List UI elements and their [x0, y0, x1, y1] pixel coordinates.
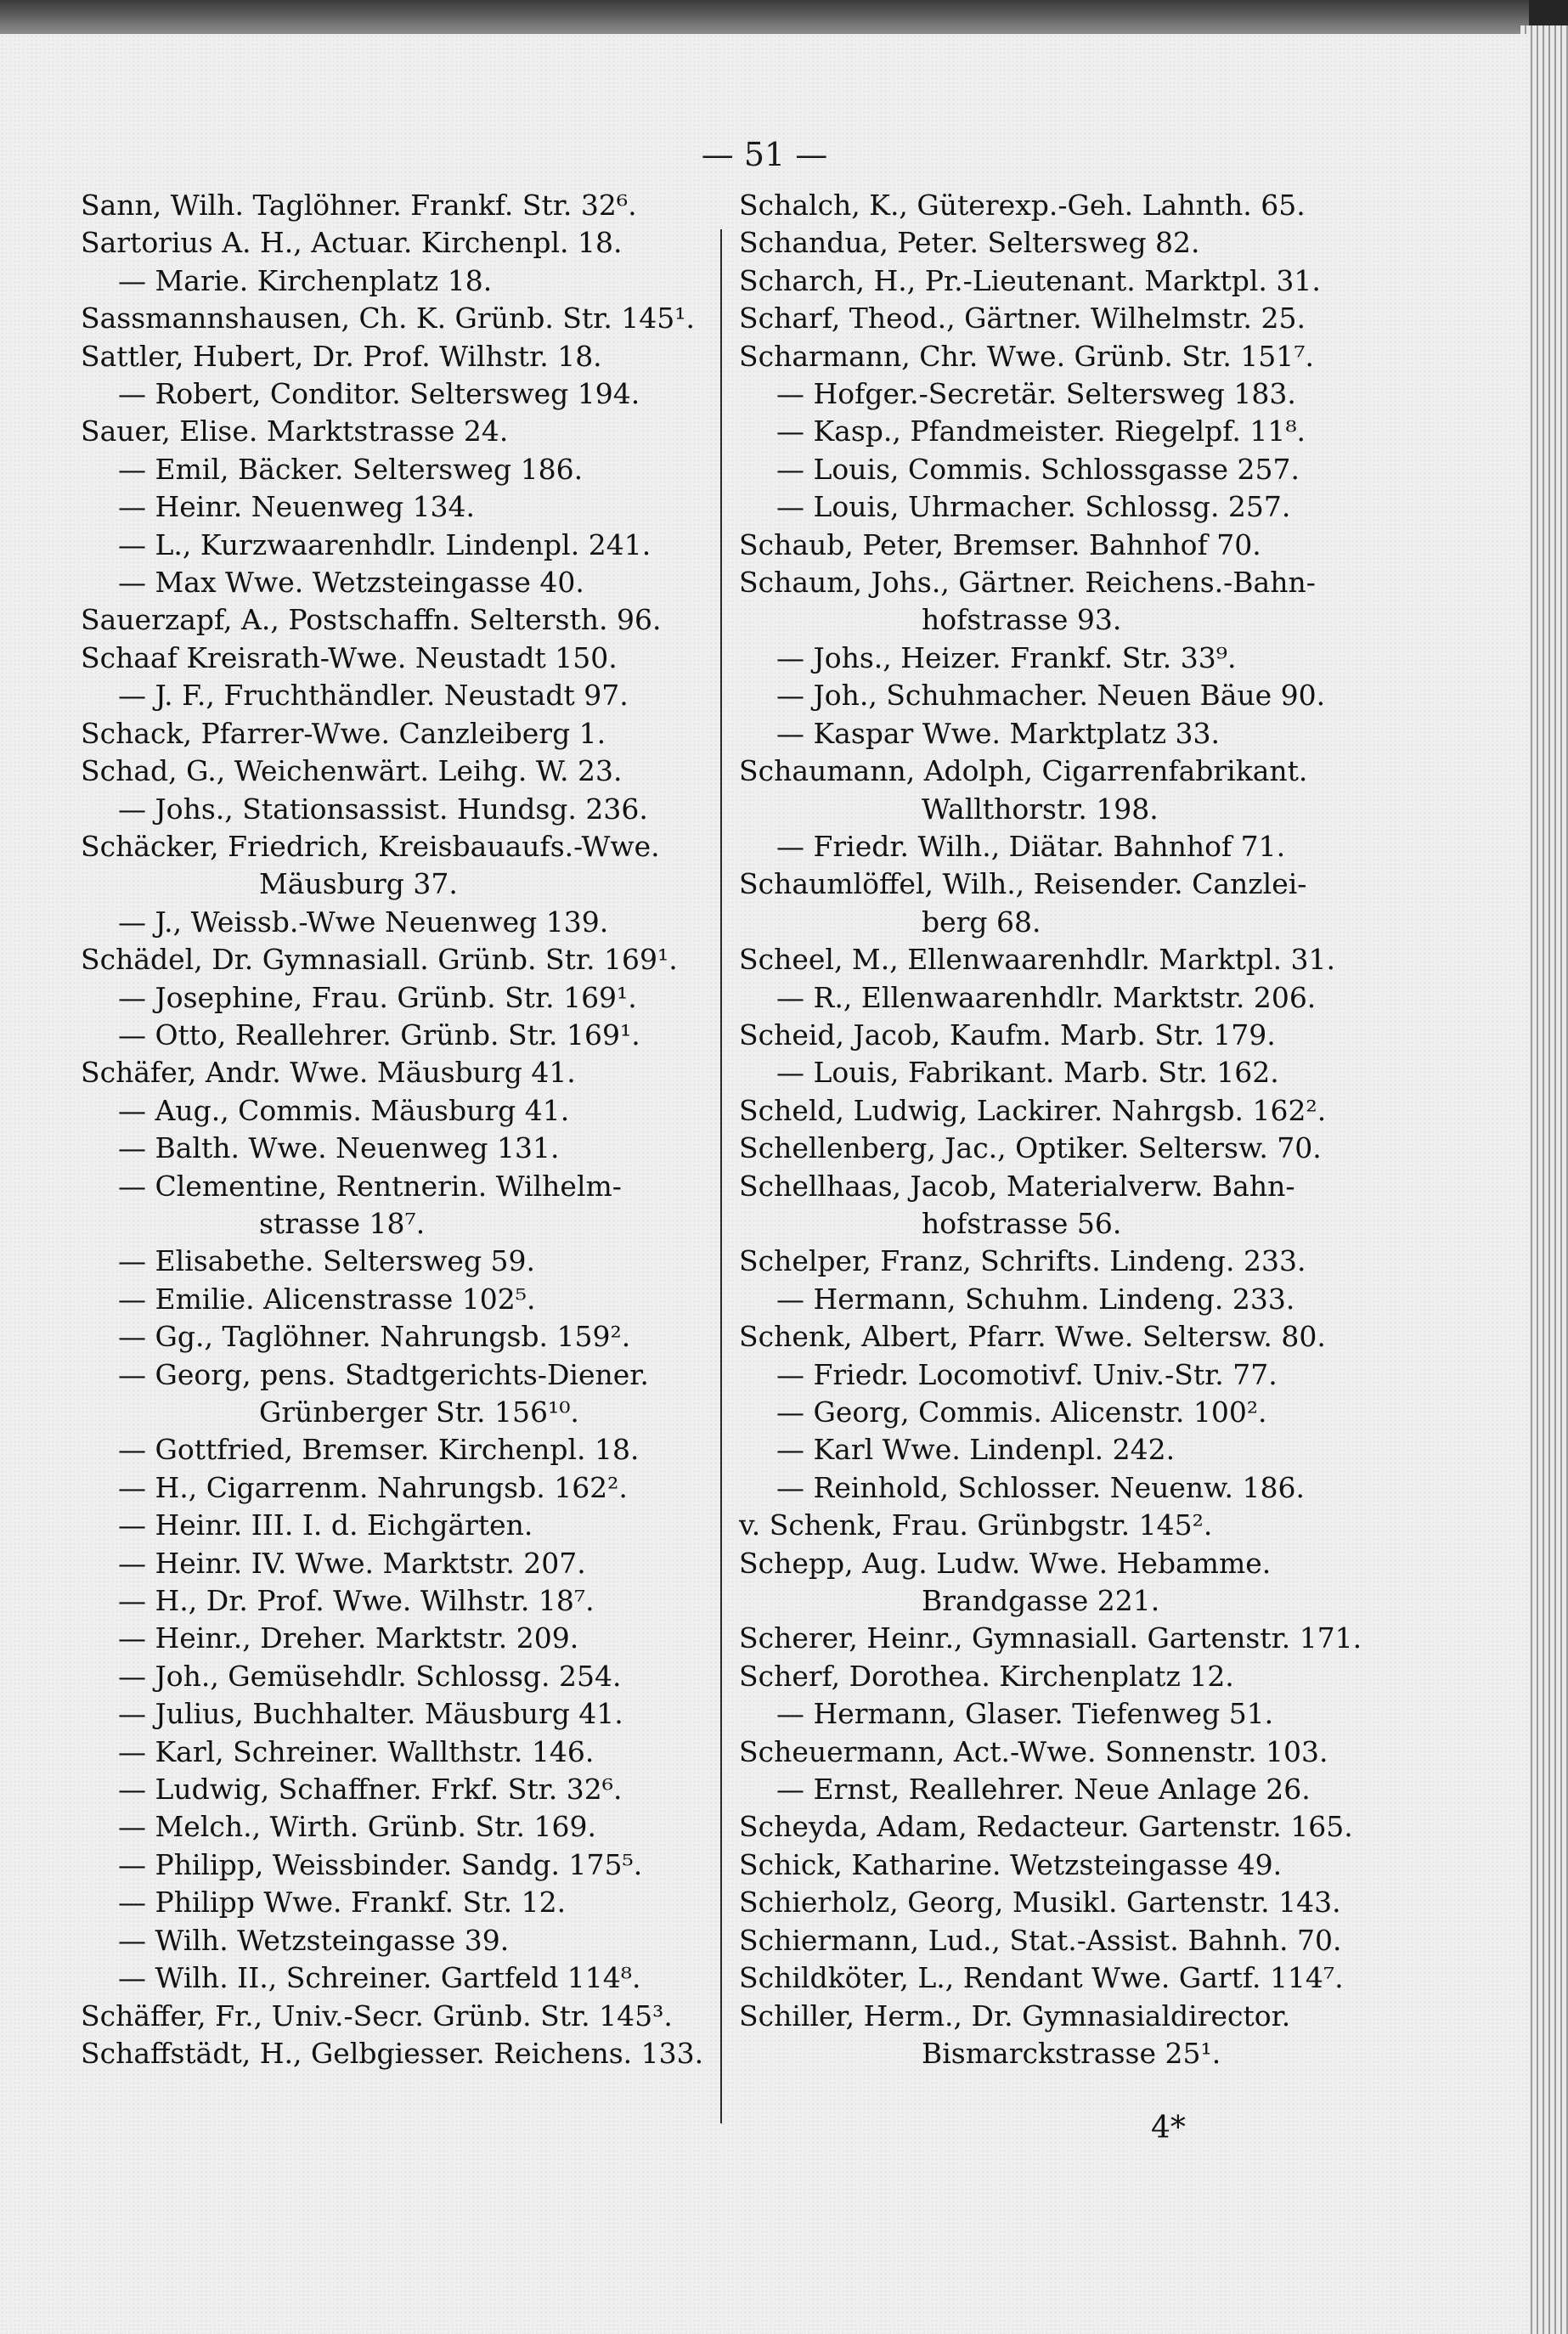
- directory-entry: — Friedr. Wilh., Diätar. Bahnhof 71.: [776, 829, 1286, 863]
- directory-page: [0, 34, 1529, 2334]
- directory-entry: — Karl Wwe. Lindenpl. 242.: [776, 1433, 1176, 1467]
- directory-entry: Scharf, Theod., Gärtner. Wilhelmstr. 25.: [739, 302, 1306, 335]
- directory-entry: — Philipp Wwe. Frankf. Str. 12.: [118, 1886, 567, 1920]
- directory-entry: — Hermann, Glaser. Tiefenweg 51.: [776, 1697, 1274, 1731]
- directory-entry: Schaumann, Adolph, Cigarrenfabrikant.: [739, 754, 1308, 788]
- directory-entry: Schandua, Peter. Seltersweg 82.: [739, 226, 1200, 260]
- column-divider: [720, 229, 722, 2123]
- directory-entry: — Louis, Uhrmacher. Schlossg. 257.: [776, 490, 1291, 524]
- right-column: [739, 187, 1372, 2072]
- directory-entry: Schierholz, Georg, Musikl. Gartenstr. 143.: [739, 1886, 1341, 1920]
- directory-entry: — Karl, Schreiner. Wallthstr. 146.: [118, 1734, 595, 1768]
- directory-entry: Schack, Pfarrer-Wwe. Canzleiberg 1.: [81, 716, 606, 750]
- directory-entry: Scharch, H., Pr.-Lieutenant. Marktpl. 31.: [739, 263, 1321, 297]
- directory-entry: — Otto, Reallehrer. Grünb. Str. 169¹.: [118, 1018, 640, 1051]
- directory-entry: Schalch, K., Güterexp.-Geh. Lahnth. 65.: [739, 189, 1306, 222]
- directory-entry: — Balth. Wwe. Neuenweg 131.: [118, 1131, 560, 1165]
- directory-entry: Schäfer, Andr. Wwe. Mäusburg 41.: [81, 1056, 576, 1090]
- directory-entry: Schaum, Johs., Gärtner. Reichens.-Bahn-: [739, 566, 1316, 600]
- directory-entry: Schepp, Aug. Ludw. Wwe. Hebamme.: [739, 1546, 1272, 1580]
- directory-entry: — Wilh. II., Schreiner. Gartfeld 114⁸.: [118, 1961, 641, 1995]
- directory-entry: Scheel, M., Ellenwaarenhdlr. Marktpl. 31.: [739, 943, 1336, 977]
- directory-entry: Mäusburg 37.: [259, 867, 458, 901]
- directory-entry: Scherer, Heinr., Gymnasiall. Gartenstr. 171.: [739, 1621, 1362, 1655]
- directory-entry: Sauerzapf, A., Postschaffn. Seltersth. 96.: [81, 603, 662, 637]
- directory-entry: Schiermann, Lud., Stat.-Assist. Bahnh. 70.: [739, 1923, 1342, 1957]
- directory-entry: Schelper, Franz, Schrifts. Lindeng. 233.: [739, 1244, 1306, 1278]
- directory-entry: berg 68.: [922, 905, 1041, 939]
- directory-entry: — Georg, pens. Stadtgerichts-Diener.: [118, 1357, 649, 1391]
- directory-entry: — Emilie. Alicenstrasse 102⁵.: [118, 1282, 536, 1316]
- directory-entry: — Hermann, Schuhm. Lindeng. 233.: [776, 1282, 1295, 1316]
- directory-entry: — Georg, Commis. Alicenstr. 100².: [776, 1395, 1267, 1429]
- directory-entry: Schäffer, Fr., Univ.-Secr. Grünb. Str. 145³.: [81, 1999, 673, 2032]
- directory-entry: Scheyda, Adam, Redacteur. Gartenstr. 165.: [739, 1810, 1353, 1844]
- directory-entry: Schädel, Dr. Gymnasiall. Grünb. Str. 169¹.: [81, 943, 678, 977]
- directory-entry: Sann, Wilh. Taglöhner. Frankf. Str. 32⁶.: [81, 189, 637, 222]
- directory-entry: — Kaspar Wwe. Marktplatz 33.: [776, 716, 1220, 750]
- directory-entry: — Gottfried, Bremser. Kirchenpl. 18.: [118, 1433, 640, 1467]
- directory-entry: — Joh., Gemüsehdlr. Schlossg. 254.: [118, 1659, 622, 1693]
- directory-entry: hofstrasse 93.: [922, 603, 1122, 637]
- directory-entry: — Heinr., Dreher. Marktstr. 209.: [118, 1621, 579, 1655]
- directory-entry: — Clementine, Rentnerin. Wilhelm-: [118, 1169, 622, 1203]
- directory-entry: Sartorius A. H., Actuar. Kirchenpl. 18.: [81, 226, 623, 260]
- directory-entry: strasse 18⁷.: [259, 1206, 426, 1240]
- directory-entry: Schaub, Peter, Bremser. Bahnhof 70.: [739, 527, 1261, 561]
- directory-entry: Schad, G., Weichenwärt. Leihg. W. 23.: [81, 754, 623, 788]
- directory-entry: Scheld, Ludwig, Lackirer. Nahrgsb. 162².: [739, 1093, 1327, 1127]
- directory-entry: — Marie. Kirchenplatz 18.: [118, 263, 493, 297]
- directory-entry: v. Schenk, Frau. Grünbgstr. 145².: [739, 1508, 1213, 1542]
- directory-entry: Schellhaas, Jacob, Materialverw. Bahn-: [739, 1169, 1295, 1203]
- directory-entry: — Robert, Conditor. Seltersweg 194.: [118, 377, 640, 411]
- directory-entry: — Heinr. IV. Wwe. Marktstr. 207.: [118, 1546, 586, 1580]
- directory-entry: — J., Weissb.-Wwe Neuenweg 139.: [118, 905, 609, 939]
- directory-entry: — Wilh. Wetzsteingasse 39.: [118, 1923, 510, 1957]
- directory-entry: Scheid, Jacob, Kaufm. Marb. Str. 179.: [739, 1018, 1276, 1051]
- directory-entry: Schenk, Albert, Pfarr. Wwe. Seltersw. 80.: [739, 1320, 1326, 1354]
- directory-entry: Schaaf Kreisrath-Wwe. Neustadt 150.: [81, 640, 618, 674]
- directory-entry: — Louis, Commis. Schlossgasse 257.: [776, 452, 1300, 486]
- directory-entry: — Max Wwe. Wetzsteingasse 40.: [118, 566, 584, 600]
- directory-entry: — Ernst, Reallehrer. Neue Anlage 26.: [776, 1773, 1311, 1807]
- left-column: [81, 187, 713, 2072]
- directory-entry: — Friedr. Locomotivf. Univ.-Str. 77.: [776, 1357, 1278, 1391]
- page-number-header: — 51 —: [701, 136, 828, 173]
- directory-entry: hofstrasse 56.: [922, 1206, 1122, 1240]
- directory-entry: — H., Dr. Prof. Wwe. Wilhstr. 18⁷.: [118, 1584, 595, 1618]
- directory-entry: — Johs., Stationsassist. Hundsg. 236.: [118, 792, 648, 826]
- scan-top-border: [0, 0, 1529, 34]
- directory-entry: Schiller, Herm., Dr. Gymnasialdirector.: [739, 1999, 1291, 2032]
- directory-entry: Wallthorstr. 198.: [922, 792, 1159, 826]
- directory-entry: Scherf, Dorothea. Kirchenplatz 12.: [739, 1659, 1234, 1693]
- directory-entry: — Julius, Buchhalter. Mäusburg 41.: [118, 1697, 623, 1731]
- directory-entry: — J. F., Fruchthändler. Neustadt 97.: [118, 679, 629, 713]
- directory-entry: — R., Ellenwaarenhdlr. Marktstr. 206.: [776, 980, 1317, 1014]
- directory-entry: Bismarckstrasse 25¹.: [922, 2036, 1221, 2070]
- directory-entry: — Hofger.-Secretär. Seltersweg 183.: [776, 377, 1296, 411]
- directory-entry: Schaumlöffel, Wilh., Reisender. Canzlei-: [739, 867, 1307, 901]
- directory-entry: Sattler, Hubert, Dr. Prof. Wilhstr. 18.: [81, 339, 602, 373]
- directory-entry: Schaffstädt, H., Gelbgiesser. Reichens. 133.: [81, 2036, 704, 2070]
- directory-entry: — L., Kurzwaarenhdlr. Lindenpl. 241.: [118, 527, 651, 561]
- directory-entry: Brandgasse 221.: [922, 1584, 1160, 1618]
- directory-entry: — Josephine, Frau. Grünb. Str. 169¹.: [118, 980, 637, 1014]
- directory-entry: — Louis, Fabrikant. Marb. Str. 162.: [776, 1056, 1279, 1090]
- directory-entry: — Johs., Heizer. Frankf. Str. 33⁹.: [776, 640, 1237, 674]
- directory-entry: — Reinhold, Schlosser. Neuenw. 186.: [776, 1470, 1305, 1504]
- directory-entry: — H., Cigarrenm. Nahrungsb. 162².: [118, 1470, 628, 1504]
- directory-entry: — Melch., Wirth. Grünb. Str. 169.: [118, 1810, 596, 1844]
- directory-entry: Schellenberg, Jac., Optiker. Seltersw. 70.: [739, 1131, 1322, 1165]
- directory-entry: — Philipp, Weissbinder. Sandg. 175⁵.: [118, 1847, 643, 1881]
- directory-entry: Schildköter, L., Rendant Wwe. Gartf. 114⁷.: [739, 1961, 1344, 1995]
- directory-entry: — Joh., Schuhmacher. Neuen Bäue 90.: [776, 679, 1326, 713]
- directory-entry: Schäcker, Friedrich, Kreisbauaufs.-Wwe.: [81, 829, 660, 863]
- directory-entry: Scheuermann, Act.-Wwe. Sonnenstr. 103.: [739, 1734, 1328, 1768]
- directory-entry: — Aug., Commis. Mäusburg 41.: [118, 1093, 570, 1127]
- directory-entry: — Heinr. Neuenweg 134.: [118, 490, 476, 524]
- directory-entry: Sauer, Elise. Marktstrasse 24.: [81, 414, 509, 448]
- directory-entry: Grünberger Str. 156¹⁰.: [259, 1395, 579, 1429]
- directory-entry: — Gg., Taglöhner. Nahrungsb. 159².: [118, 1320, 631, 1354]
- directory-entry: — Elisabethe. Seltersweg 59.: [118, 1244, 536, 1278]
- directory-entry: — Kasp., Pfandmeister. Riegelpf. 11⁸.: [776, 414, 1306, 448]
- signature-mark: 4*: [1151, 2111, 1186, 2145]
- directory-entry: Schick, Katharine. Wetzsteingasse 49.: [739, 1847, 1283, 1881]
- directory-entry: Scharmann, Chr. Wwe. Grünb. Str. 151⁷.: [739, 339, 1314, 373]
- directory-entry: — Heinr. III. I. d. Eichgärten.: [118, 1508, 533, 1542]
- directory-entry: Sassmannshausen, Ch. K. Grünb. Str. 145¹.: [81, 302, 696, 335]
- directory-entry: — Emil, Bäcker. Seltersweg 186.: [118, 452, 584, 486]
- directory-entry: — Ludwig, Schaffner. Frkf. Str. 32⁶.: [118, 1773, 623, 1807]
